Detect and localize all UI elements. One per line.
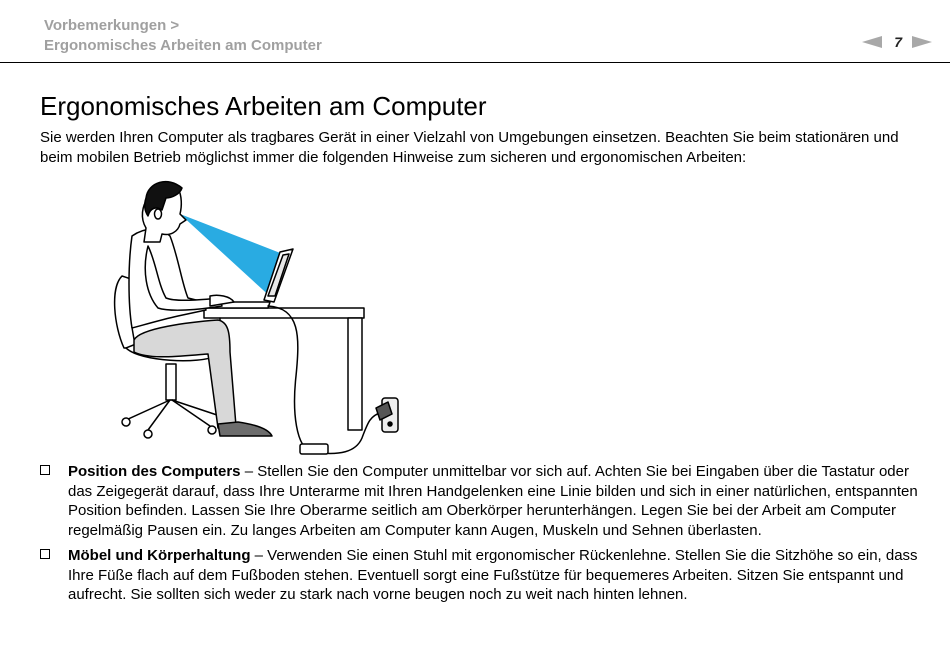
checkbox-bullet-icon [40, 465, 50, 475]
page-title: Ergonomisches Arbeiten am Computer [40, 91, 487, 121]
list-item [40, 546, 920, 605]
list-item [40, 462, 920, 540]
next-page-arrow-icon[interactable] [912, 36, 932, 48]
power-adapter [300, 444, 328, 454]
list-item-text: – Verwenden Sie einen Stuhl mit ergonomischer Rückenlehne. Stellen Sie die Sitzhöhe so ein, dass Ihre Füße flach auf dem Fußboden stehen. Eventuell sorgt eine Fußstütze für bequemeres Arbeiten. Sitzen Sie entspannt und aufrecht. Sie sollten sich weder zu stark nach vorne beugen noch zu weit nach hinten lehnen. [68, 547, 918, 603]
list-item-heading: Position des Computers [68, 463, 241, 480]
power-cable [268, 306, 382, 453]
previous-page-arrow-icon[interactable] [862, 36, 882, 48]
page-number: 7 [894, 34, 902, 50]
list-item-heading: Möbel und Körperhaltung [68, 547, 251, 564]
intro-paragraph: Sie werden Ihren Computer als tragbares Gerät in einer Vielzahl von Umgebungen einsetzen. Beachten Sie beim stationären und beim mobilen Betrieb möglichst immer die folgenden Hinweise zum sicheren und ergonomischen Arbeiten: [40, 129, 899, 166]
ergonomic-posture-illustration [100, 176, 420, 460]
wall-socket [376, 398, 398, 432]
page-navigation [862, 34, 932, 50]
breadcrumb [44, 16, 322, 56]
list-item-text: – Stellen Sie den Computer unmittelbar vor sich auf. Achten Sie bei Eingaben über die Tastatur oder das Zeigegerät darauf, dass Ihre Unterarme mit Ihren Handgelenken eine Linie bilden und sich in einer natürlichen, entspannten Position befinden. Lassen Sie Ihre Oberarme seitlich am Oberkörper herunterhängen. Legen Sie bei der Arbeit am Computer regelmäßig Pausen ein. Zu langes Arbeiten am Computer kann Augen, Muskeln und Sehnen überlasten. [68, 463, 918, 539]
ergonomics-tips-list [40, 462, 920, 611]
checkbox-bullet-icon [40, 549, 50, 559]
breadcrumb-parent-link[interactable]: Vorbemerkungen > [44, 17, 180, 34]
breadcrumb-current: Ergonomisches Arbeiten am Computer [44, 37, 322, 54]
page-header [0, 0, 950, 63]
